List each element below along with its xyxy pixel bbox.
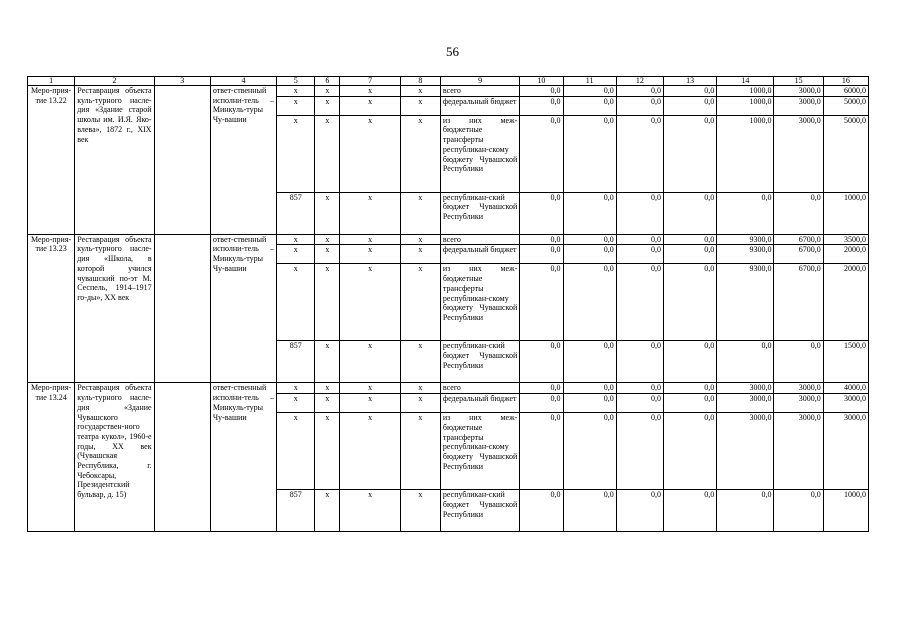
header-cell: 1 — [28, 77, 75, 86]
value-cell: 2000,0 — [823, 245, 868, 264]
measure-label-cell: Меро-прия-тие 13.22 — [28, 86, 75, 235]
code-cell: x — [277, 115, 315, 192]
value-cell: 3000,0 — [774, 115, 823, 192]
code-cell: x — [277, 245, 315, 264]
value-cell: 6700,0 — [774, 264, 823, 341]
value-cell: 0,0 — [520, 245, 563, 264]
value-cell: 4000,0 — [823, 383, 868, 394]
value-cell: 3000,0 — [717, 413, 774, 490]
value-cell: 0,0 — [616, 234, 663, 245]
code-cell: x — [340, 234, 400, 245]
code-cell: x — [315, 115, 340, 192]
value-cell: 0,0 — [663, 245, 716, 264]
value-cell: 1000,0 — [717, 115, 774, 192]
code-cell: x — [340, 383, 400, 394]
funding-source-cell: из них меж-бюджетные трансферты республикан-скому бюджету Чувашской Республики — [440, 115, 519, 192]
header-cell: 12 — [616, 77, 663, 86]
value-cell: 0,0 — [520, 394, 563, 413]
value-cell: 0,0 — [774, 341, 823, 383]
value-cell: 1000,0 — [717, 96, 774, 115]
value-cell: 1000,0 — [823, 490, 868, 532]
header-cell: 8 — [400, 77, 440, 86]
header-cell: 10 — [520, 77, 563, 86]
value-cell: 0,0 — [774, 192, 823, 234]
code-cell: x — [400, 234, 440, 245]
value-cell: 0,0 — [563, 86, 616, 97]
value-cell: 0,0 — [563, 394, 616, 413]
code-cell: x — [315, 86, 340, 97]
value-cell: 0,0 — [616, 413, 663, 490]
value-cell: 0,0 — [563, 383, 616, 394]
table-row — [28, 86, 869, 97]
executor-cell: ответ-ственный исполни-тель – Минкуль-туры Чу-вашии — [210, 86, 276, 235]
value-cell: 3000,0 — [717, 394, 774, 413]
code-cell: x — [340, 341, 400, 383]
code-cell: x — [400, 86, 440, 97]
funding-source-cell: федеральный бюджет — [440, 96, 519, 115]
value-cell: 0,0 — [663, 234, 716, 245]
value-cell: 3000,0 — [823, 394, 868, 413]
code-cell: x — [400, 115, 440, 192]
value-cell: 0,0 — [520, 264, 563, 341]
table-body — [28, 77, 869, 532]
code-cell: x — [315, 490, 340, 532]
code-cell: x — [315, 394, 340, 413]
code-cell: x — [340, 245, 400, 264]
funding-source-cell: федеральный бюджет — [440, 394, 519, 413]
participant-cell — [154, 383, 210, 532]
value-cell: 3000,0 — [774, 86, 823, 97]
code-cell: x — [340, 96, 400, 115]
code-cell: x — [340, 264, 400, 341]
code-cell: x — [400, 413, 440, 490]
value-cell: 0,0 — [616, 341, 663, 383]
value-cell: 0,0 — [563, 115, 616, 192]
value-cell: 0,0 — [663, 192, 716, 234]
code-cell: 857 — [277, 490, 315, 532]
code-cell: x — [400, 341, 440, 383]
code-cell: x — [315, 264, 340, 341]
funding-source-cell: федеральный бюджет — [440, 245, 519, 264]
funding-source-cell: республикан-ский бюджет Чувашской Республики — [440, 490, 519, 532]
code-cell: x — [400, 394, 440, 413]
funding-source-cell: из них меж-бюджетные трансферты республикан-скому бюджету Чувашской Республики — [440, 264, 519, 341]
value-cell: 0,0 — [616, 96, 663, 115]
value-cell: 0,0 — [616, 115, 663, 192]
value-cell: 0,0 — [563, 96, 616, 115]
code-cell: x — [340, 86, 400, 97]
code-cell: x — [277, 264, 315, 341]
value-cell: 5000,0 — [823, 115, 868, 192]
code-cell: x — [340, 394, 400, 413]
value-cell: 0,0 — [663, 383, 716, 394]
value-cell: 0,0 — [663, 264, 716, 341]
participant-cell — [154, 234, 210, 383]
value-cell: 1500,0 — [823, 341, 868, 383]
code-cell: x — [400, 264, 440, 341]
value-cell: 0,0 — [663, 96, 716, 115]
measure-label-cell: Меро-прия-тие 13.23 — [28, 234, 75, 383]
header-cell: 11 — [563, 77, 616, 86]
executor-cell: ответ-ственный исполни-тель – Минкуль-туры Чу-вашии — [210, 234, 276, 383]
participant-cell — [154, 86, 210, 235]
funding-source-cell: всего — [440, 86, 519, 97]
code-cell: x — [340, 192, 400, 234]
code-cell: x — [315, 96, 340, 115]
value-cell: 5000,0 — [823, 96, 868, 115]
code-cell: x — [340, 115, 400, 192]
value-cell: 3000,0 — [774, 394, 823, 413]
code-cell: x — [315, 192, 340, 234]
value-cell: 3000,0 — [774, 413, 823, 490]
code-cell: x — [400, 490, 440, 532]
value-cell: 0,0 — [563, 413, 616, 490]
code-cell: x — [400, 383, 440, 394]
code-cell: x — [277, 394, 315, 413]
value-cell: 0,0 — [520, 86, 563, 97]
value-cell: 0,0 — [563, 264, 616, 341]
value-cell: 0,0 — [616, 383, 663, 394]
code-cell: x — [400, 245, 440, 264]
code-cell: 857 — [277, 192, 315, 234]
code-cell: x — [315, 341, 340, 383]
value-cell: 3000,0 — [774, 383, 823, 394]
value-cell: 0,0 — [520, 341, 563, 383]
funding-source-cell: всего — [440, 383, 519, 394]
value-cell: 0,0 — [563, 341, 616, 383]
value-cell: 0,0 — [520, 383, 563, 394]
code-cell: x — [277, 234, 315, 245]
executor-cell: ответ-ственный исполни-тель – Минкуль-туры Чу-вашии — [210, 383, 276, 532]
code-cell: x — [277, 96, 315, 115]
value-cell: 0,0 — [520, 96, 563, 115]
page-number: 56 — [446, 44, 459, 59]
value-cell: 1000,0 — [823, 192, 868, 234]
value-cell: 0,0 — [663, 86, 716, 97]
value-cell: 0,0 — [717, 341, 774, 383]
value-cell: 0,0 — [616, 86, 663, 97]
value-cell: 0,0 — [616, 490, 663, 532]
header-cell: 2 — [75, 77, 154, 86]
value-cell: 3000,0 — [774, 96, 823, 115]
code-cell: x — [340, 413, 400, 490]
value-cell: 9300,0 — [717, 234, 774, 245]
value-cell: 0,0 — [774, 490, 823, 532]
value-cell: 0,0 — [663, 490, 716, 532]
header-cell: 16 — [823, 77, 868, 86]
value-cell: 0,0 — [663, 341, 716, 383]
code-cell: x — [315, 234, 340, 245]
budget-table — [27, 76, 869, 532]
value-cell: 0,0 — [520, 115, 563, 192]
header-cell: 14 — [717, 77, 774, 86]
value-cell: 0,0 — [520, 192, 563, 234]
value-cell: 0,0 — [663, 115, 716, 192]
value-cell: 0,0 — [520, 234, 563, 245]
code-cell: x — [340, 490, 400, 532]
header-cell: 13 — [663, 77, 716, 86]
header-cell: 7 — [340, 77, 400, 86]
header-cell: 9 — [440, 77, 519, 86]
header-cell: 6 — [315, 77, 340, 86]
header-cell: 5 — [277, 77, 315, 86]
code-cell: 857 — [277, 341, 315, 383]
header-cell: 3 — [154, 77, 210, 86]
code-cell: x — [400, 192, 440, 234]
header-cell: 4 — [210, 77, 276, 86]
value-cell: 6700,0 — [774, 234, 823, 245]
value-cell: 0,0 — [563, 234, 616, 245]
value-cell: 0,0 — [563, 192, 616, 234]
funding-source-cell: всего — [440, 234, 519, 245]
measure-name-cell: Реставрация объекта куль-турного насле-дия «Здание старой школы им. И.Я. Яко-влева», 1872 г., XIX век — [75, 86, 154, 235]
value-cell: 0,0 — [663, 413, 716, 490]
header-cell: 15 — [774, 77, 823, 86]
code-cell: x — [315, 383, 340, 394]
value-cell: 3000,0 — [717, 383, 774, 394]
value-cell: 0,0 — [616, 192, 663, 234]
value-cell: 0,0 — [717, 192, 774, 234]
value-cell: 9300,0 — [717, 245, 774, 264]
value-cell: 1000,0 — [717, 86, 774, 97]
code-cell: x — [277, 383, 315, 394]
value-cell: 9300,0 — [717, 264, 774, 341]
code-cell: x — [315, 245, 340, 264]
value-cell: 6700,0 — [774, 245, 823, 264]
value-cell: 2000,0 — [823, 264, 868, 341]
funding-source-cell: республикан-ский бюджет Чувашской Республики — [440, 341, 519, 383]
value-cell: 3000,0 — [823, 413, 868, 490]
table-row — [28, 234, 869, 245]
code-cell: x — [315, 413, 340, 490]
value-cell: 0,0 — [520, 413, 563, 490]
value-cell: 0,0 — [616, 264, 663, 341]
funding-source-cell: из них меж-бюджетные трансферты республикан-скому бюджету Чувашской Республики — [440, 413, 519, 490]
value-cell: 0,0 — [616, 394, 663, 413]
funding-source-cell: республикан-ский бюджет Чувашской Республики — [440, 192, 519, 234]
code-cell: x — [277, 86, 315, 97]
value-cell: 0,0 — [616, 245, 663, 264]
value-cell: 0,0 — [717, 490, 774, 532]
value-cell: 3500,0 — [823, 234, 868, 245]
code-cell: x — [277, 413, 315, 490]
measure-label-cell: Меро-прия-тие 13.24 — [28, 383, 75, 532]
value-cell: 0,0 — [663, 394, 716, 413]
code-cell: x — [400, 96, 440, 115]
measure-name-cell: Реставрация объекта куль-турного насле-дия «Школа, в которой учился чувашский по-эт М. Сеспель, 1914–1917 го-ды», XX век — [75, 234, 154, 383]
measure-name-cell: Реставрация объекта куль-турного насле-дия «Здание Чувашского государствен-ного театра кукол», 1960-е годы, XX век (Чувашская Республика, г. Чебоксары, Президентский бульвар, д. 15) — [75, 383, 154, 532]
value-cell: 6000,0 — [823, 86, 868, 97]
table-row — [28, 383, 869, 394]
value-cell: 0,0 — [563, 245, 616, 264]
table-header-row — [28, 77, 869, 86]
value-cell: 0,0 — [520, 490, 563, 532]
value-cell: 0,0 — [563, 490, 616, 532]
